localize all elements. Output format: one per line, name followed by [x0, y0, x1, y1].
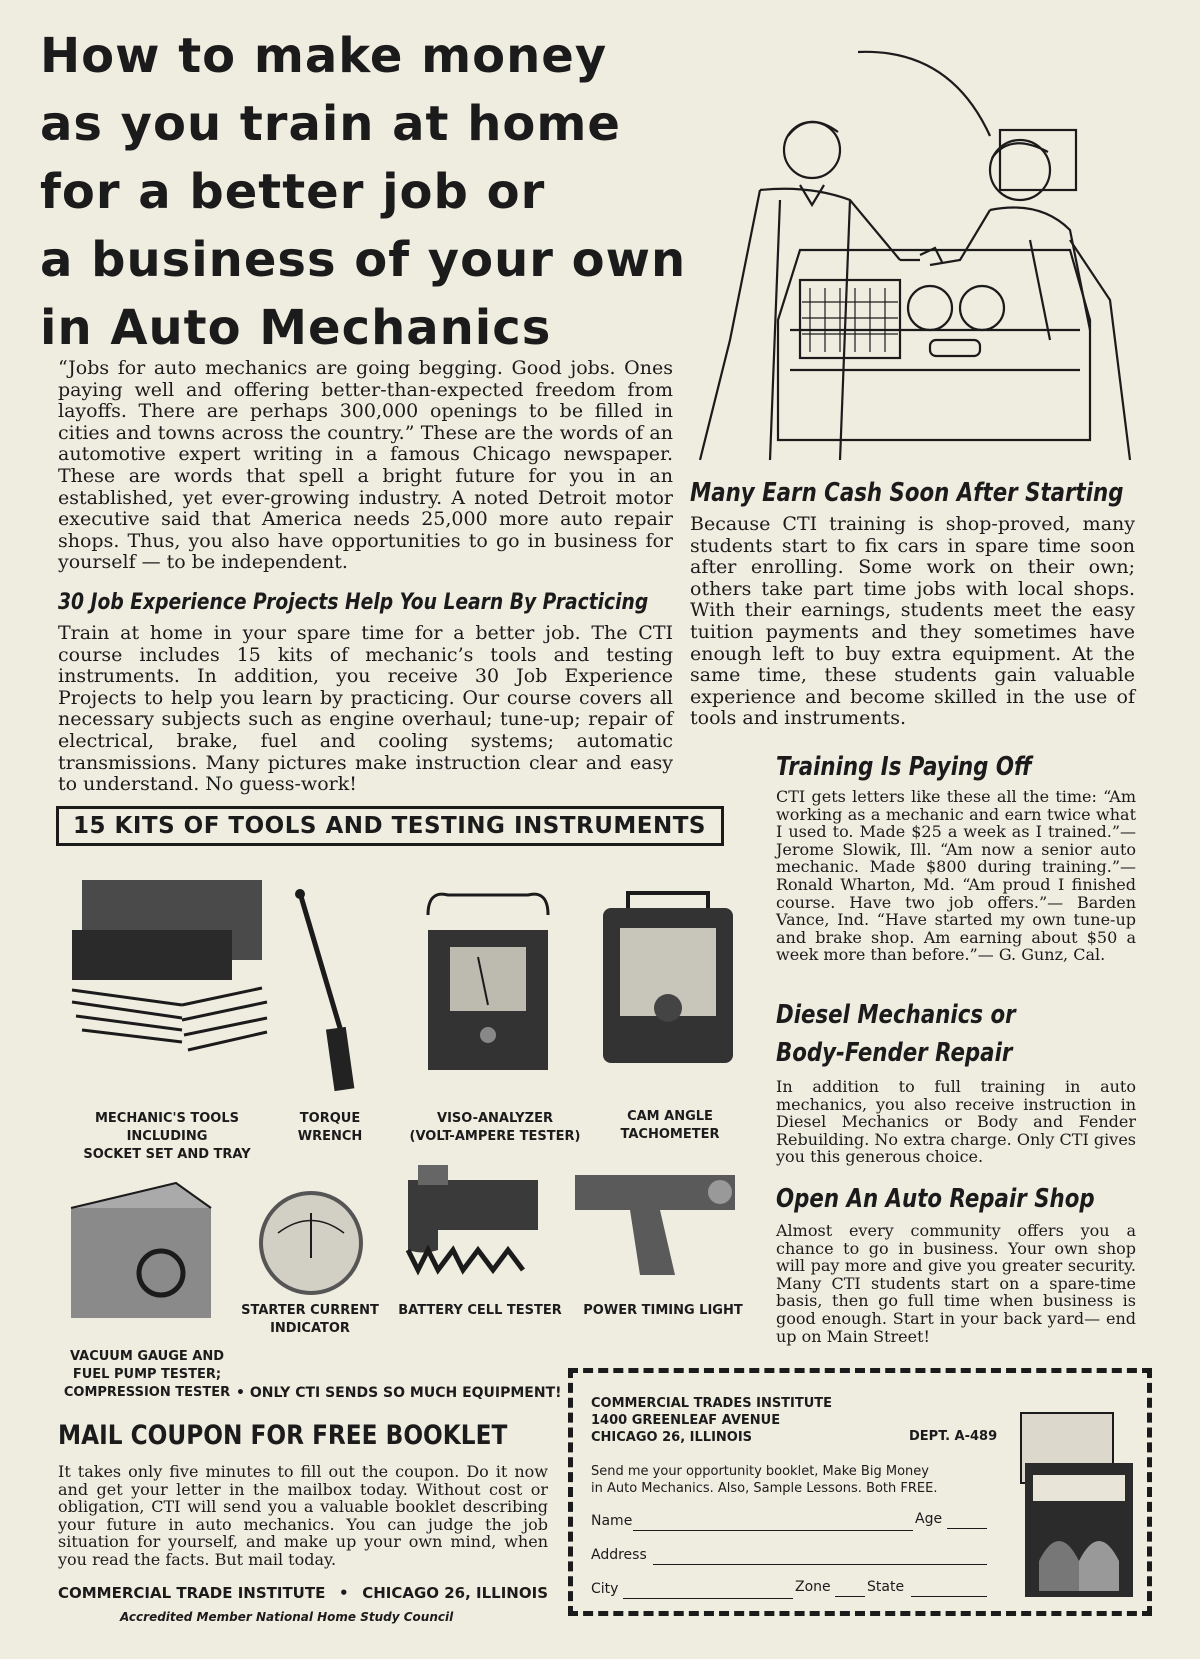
- mechanics-handshake-illustration: [690, 40, 1150, 460]
- headline-line: as you train at home: [40, 96, 621, 152]
- projects-heading: 30 Job Experience Projects Help You Learn By Practicing: [58, 590, 649, 615]
- only-cti-note: • ONLY CTI SENDS SO MUCH EQUIPMENT!: [236, 1385, 562, 1401]
- paying-section: [776, 752, 1136, 964]
- caption-line: INCLUDING: [126, 1129, 208, 1144]
- coupon-address: [591, 1395, 832, 1446]
- age-label: Age: [915, 1511, 943, 1527]
- name-label: Name: [591, 1513, 633, 1529]
- zone-field[interactable]: [835, 1596, 865, 1597]
- diesel-section: [776, 1000, 1136, 1166]
- coupon-address-line: CHICAGO 26, ILLINOIS: [591, 1430, 753, 1445]
- caption-line: VISO-ANALYZER: [437, 1111, 553, 1126]
- booklet-icon: [1019, 1411, 1137, 1601]
- projects-section: [58, 590, 673, 796]
- diesel-heading-line2: Body-Fender Repair: [776, 1038, 1013, 1068]
- coupon-address-line: COMMERCIAL TRADES INSTITUTE: [591, 1396, 833, 1411]
- headline-line: a business of your own: [40, 232, 687, 288]
- caption-line: CAM ANGLE: [627, 1109, 713, 1124]
- shop-text: Almost every community offers you a chance to go in business. Your own shop will pay more and give you greater security. Many CTI students start on a spare-time basis, then go full time when business is good enough. Start in your back yard— end up on Main Street!: [776, 1221, 1136, 1346]
- earn-text: Because CTI training is shop-proved, many students start to fix cars in spare time soon after enrolling. Some work on their own; others take part time jobs with local shops. With their earnings, students meet the easy tuition payments and they sometimes have enough left to buy extra equipment. At the same time, these students gain valuable experience and become skilled in the use of tools and instruments.: [690, 513, 1135, 730]
- vacuum-gauge-caption: [62, 1348, 232, 1402]
- coupon-address-line: 1400 GREENLEAF AVENUE: [591, 1413, 781, 1428]
- state-field[interactable]: [911, 1596, 987, 1597]
- diesel-text: In addition to full training in auto mechanics, you also receive instruction in Diesel Mechanics or Body and Fender Rebuilding. No extra charge. Only CTI gives you this generous choice.: [776, 1077, 1136, 1167]
- torque-wrench-caption: [280, 1110, 380, 1146]
- cam-angle-tachometer-icon: [598, 888, 738, 1068]
- caption-line: MECHANIC'S TOOLS: [94, 1111, 240, 1126]
- state-label: State: [867, 1579, 905, 1595]
- age-field[interactable]: [947, 1528, 987, 1529]
- power-timing-light-icon: [570, 1170, 740, 1280]
- vacuum-gauge-case-icon: [66, 1178, 216, 1328]
- caption-line: STARTER CURRENT: [241, 1303, 379, 1318]
- cam-angle-caption: [600, 1108, 740, 1144]
- mail-section: [58, 1420, 548, 1569]
- city-field[interactable]: [623, 1598, 793, 1599]
- paying-heading: Training Is Paying Off: [776, 752, 1032, 782]
- caption-line: SOCKET SET AND TRAY: [83, 1147, 251, 1162]
- torque-wrench-icon: [290, 888, 370, 1098]
- shop-heading: Open An Auto Repair Shop: [776, 1184, 1095, 1214]
- headline-line: for a better job or: [40, 164, 546, 220]
- shop-section: [776, 1184, 1136, 1345]
- mail-heading: MAIL COUPON FOR FREE BOOKLET: [58, 1420, 508, 1451]
- battery-cell-tester-icon: [398, 1160, 548, 1290]
- coupon-request-line: Send me your opportunity booklet, Make Big Money: [591, 1464, 929, 1479]
- address-field[interactable]: [653, 1564, 987, 1565]
- projects-text: Train at home in your spare time for a better job. The CTI course includes 15 kits of mechanic’s tools and testing instruments. In addition, you receive 30 Job Experience Projects to help you learn by practicing. Our course covers all necessary subjects such as engine overhaul; tune-up; repair of electrical, brake, fuel and cooling systems; automatic transmissions. Many pictures make instruction clear and easy to understand. No guess-work!: [58, 622, 673, 796]
- footer-institute: COMMERCIAL TRADE INSTITUTE: [58, 1584, 326, 1602]
- address-label: Address: [591, 1547, 647, 1563]
- coupon-dept: DEPT. A-489: [909, 1429, 998, 1444]
- coupon-request-line: in Auto Mechanics. Also, Sample Lessons. Both FREE.: [591, 1481, 938, 1496]
- viso-analyzer-caption: [405, 1110, 585, 1146]
- caption-line: COMPRESSION TESTER: [63, 1385, 231, 1400]
- headline: [40, 22, 720, 362]
- toolbox-icon: [62, 870, 272, 1070]
- intro-paragraph: “Jobs for auto mechanics are going begging. Good jobs. Ones paying well and offering better-than-expected freedom from layoffs. There are perhaps 300,000 openings to be filled in cities and towns across the country.” These are the words of an automotive expert writing in a famous Chicago newspaper. These are words that spell a bright future for you in an established, yet ever-growing industry. A noted Detroit motor executive said that America needs 25,000 more auto repair shops. Thus, you also have opportunities to go in business for yourself — to be independent.: [58, 357, 673, 574]
- mechanics-tools-caption: [62, 1110, 272, 1164]
- footer-city: CHICAGO 26, ILLINOIS: [362, 1584, 548, 1602]
- starter-current-caption: [240, 1302, 380, 1338]
- coupon-request-text: [591, 1463, 1001, 1497]
- footer-bullet: •: [338, 1584, 349, 1602]
- earn-heading: Many Earn Cash Soon After Starting: [690, 478, 1124, 508]
- timing-light-caption: POWER TIMING LIGHT: [583, 1303, 743, 1318]
- starter-current-indicator-icon: [256, 1188, 366, 1298]
- caption-line: TACHOMETER: [620, 1127, 720, 1142]
- paying-text: CTI gets letters like these all the time: “Am working as a mechanic and earn twice what I used to. Made $25 a week as I trained.”— Jerome Slowik, Ill. “Am now a senior auto mechanic. Made $800 during training.”— Ronald Wharton, Md. “Am proud I finished course. Have two job offers.”— Barden Vance, Ind. “Have started my own tune-up and brake shop. Am earning about $50 a week more than before.”— G. Gunz, Cal.: [776, 787, 1136, 965]
- caption-line: (VOLT-AMPERE TESTER): [409, 1129, 581, 1144]
- caption-line: WRENCH: [297, 1129, 363, 1144]
- battery-cell-caption: BATTERY CELL TESTER: [398, 1303, 562, 1318]
- caption-line: INDICATOR: [270, 1321, 350, 1336]
- mail-coupon[interactable]: [568, 1368, 1152, 1616]
- name-field[interactable]: [633, 1530, 913, 1531]
- headline-line: in Auto Mechanics: [40, 300, 552, 356]
- caption-line: TORQUE: [299, 1111, 361, 1126]
- earn-section: [690, 478, 1135, 730]
- kits-title-box: 15 KITS OF TOOLS AND TESTING INSTRUMENTS: [56, 806, 724, 846]
- zone-label: Zone: [795, 1579, 831, 1595]
- caption-line: FUEL PUMP TESTER;: [72, 1367, 222, 1382]
- city-label: City: [591, 1581, 619, 1597]
- diesel-heading-line1: Diesel Mechanics or: [776, 1000, 1016, 1030]
- mail-text: It takes only five minutes to fill out the coupon. Do it now and get your letter in the mailbox today. Without cost or obligation, CTI will send you a valuable booklet describing your future in auto mechanics. You can judge the job situation for yourself, and make up your own mind, when you read the facts. But mail today.: [58, 1462, 548, 1569]
- viso-analyzer-icon: [418, 885, 558, 1085]
- footer-line: [58, 1584, 548, 1602]
- footer-accredited: Accredited Member National Home Study Council: [120, 1610, 454, 1624]
- caption-line: VACUUM GAUGE AND: [69, 1349, 225, 1364]
- headline-line: How to make money: [40, 28, 608, 84]
